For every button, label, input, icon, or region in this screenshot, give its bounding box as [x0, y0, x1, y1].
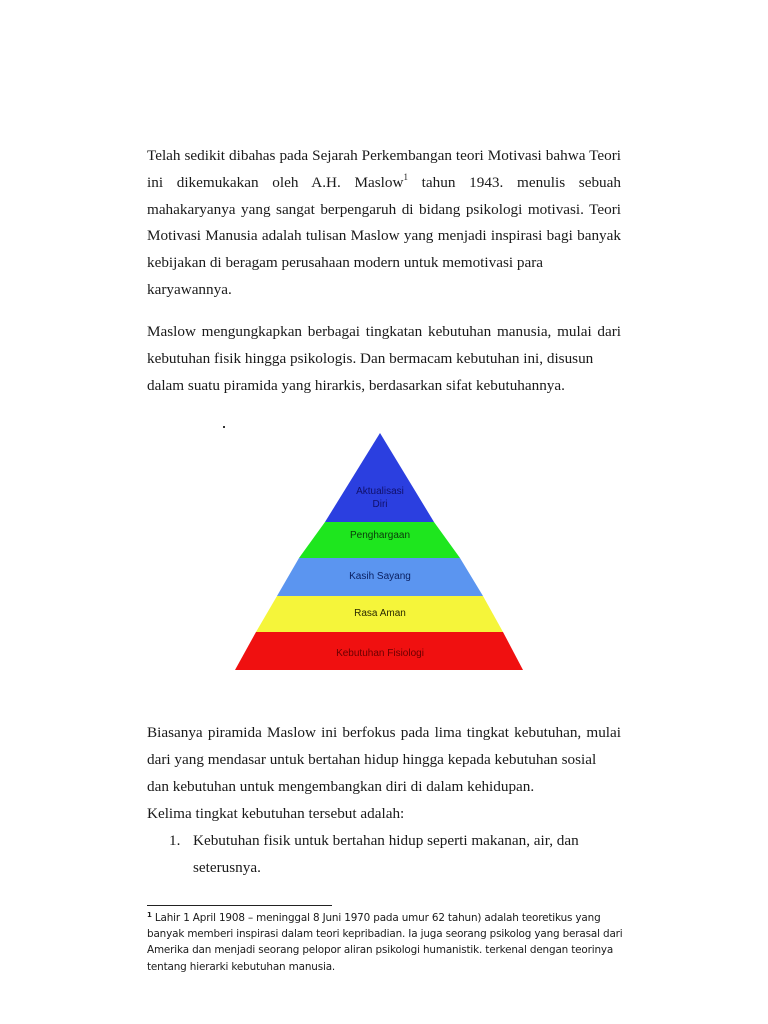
paragraph-text: Kelima tingkat kebutuhan tersebut adalah: [147, 805, 405, 822]
paragraph-last-line: dan kebutuhan untuk mengembangkan diri di dalam kehidupan. [147, 777, 535, 795]
pyramid-label-aktualisasi-line1: Aktualisasi [356, 486, 404, 497]
pyramid-label-aktualisasi-line2: Diri [372, 499, 388, 510]
list-item-text: Kebutuhan fisik untuk bertahan hidup seperti makanan, air, dan [193, 832, 579, 849]
footnote-marker: 1 [147, 911, 152, 919]
paragraph-text: Telah sedikit dibahas pada Sejarah Perkembangan teori Motivasi bahwa Teori ini dikemukakan oleh A.H. Maslow [147, 147, 621, 191]
paragraph-list-intro [147, 801, 621, 828]
list-item-last-line: seterusnya. [193, 858, 261, 876]
footnote [147, 910, 627, 975]
list-item-number: 1. [169, 832, 181, 849]
pyramid-label-kasih-sayang: Kasih Sayang [349, 571, 411, 582]
footnote-reference[interactable]: 1 [403, 171, 408, 182]
paragraph-pyramid-focus [147, 720, 621, 800]
paragraph-intro [147, 143, 621, 304]
pyramid-label-kebutuhan-fisiologi: Kebutuhan Fisiologi [336, 648, 424, 659]
paragraph-text: Biasanya piramida Maslow ini berfokus pada lima tingkat kebutuhan, mulai dari yang mendasar untuk bertahan hidup hingga kepada kebutuhan sosial [147, 724, 621, 768]
paragraph-last-line: karyawannya. [147, 280, 232, 298]
pyramid-label-rasa-aman: Rasa Aman [354, 608, 406, 619]
footnote-text: Lahir 1 April 1908 – meninggal 8 Juni 1970 pada umur 62 tahun) adalah teoretikus yang banyak memberi inspirasi dalam teori kepribadian. Ia juga seorang psikolog yang berasal dari Amerika dan menjadi seorang pelopor aliran psikologi humanistik. terkenal dengan teorinya tentang hierarki kebutuhan manusia. [147, 912, 623, 973]
pyramid-label-penghargaan: Penghargaan [349, 530, 411, 541]
paragraph-maslow-levels [147, 319, 621, 399]
stray-dot [223, 426, 225, 428]
list-item [147, 828, 621, 882]
needs-list [147, 828, 621, 882]
maslow-pyramid-figure [230, 428, 530, 674]
paragraph-last-line: dalam suatu piramida yang hirarkis, berdasarkan sifat kebutuhannya. [147, 376, 565, 394]
footnote-separator [147, 905, 332, 906]
paragraph-text: tahun 1943. menulis sebuah mahakaryanya yang sangat berpengaruh di bidang psikologi motivasi. Teori Motivasi Manusia adalah tulisan Maslow yang menjadi inspirasi bagi banyak kebijakan di beragam perusahaan modern untuk memotivasi para [147, 173, 621, 272]
paragraph-text: Maslow mengungkapkan berbagai tingkatan kebutuhan manusia, mulai dari kebutuhan fisik hingga psikologis. Dan bermacam kebutuhan ini, disusun [147, 323, 621, 367]
